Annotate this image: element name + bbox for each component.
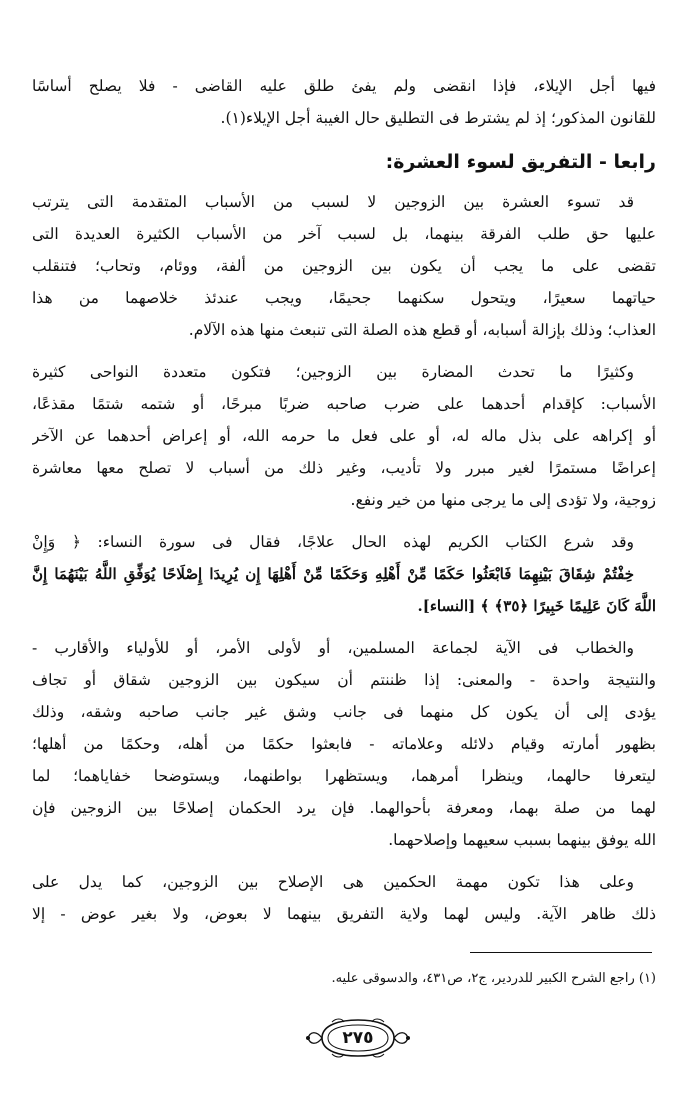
section-heading: رابعا - التفريق لسوء العشرة:: [385, 151, 656, 173]
text-line: تقضى على ما يجب أن يكون بين الزوجين من ألفة، ووئام، وتحاب؛ فتنقلب: [32, 257, 656, 275]
paragraph-continuation: [32, 70, 656, 134]
text-line: بظهور أمارته وقيام دلائله وعلاماته - فابعثوا حكمًا من أهله، وحكمًا من أهلها؛: [32, 735, 656, 753]
paragraph-with-quran-verse: [32, 526, 656, 622]
text-line: وكثيرًا ما تحدث المضارة بين الزوجين؛ فتكون متعددة النواحى كثيرة: [32, 363, 634, 381]
quran-verse-line: اللَّهَ كَانَ عَلِيمًا خَبِيرًا ﴿٣٥﴾ ﴾ [النساء].: [417, 597, 656, 615]
text-line: لهما من صلة بهما، ومعرفة بأحوالهما. فإن يرد الحكمان إصلاحًا بين الزوجين فإن: [32, 799, 656, 817]
text-line: الله يوفق بينهما بسبب سعيهما وإصلاحهما.: [388, 831, 656, 849]
paragraph: [32, 186, 656, 346]
page-number-ornament: [302, 1016, 414, 1060]
footnote: (١) راجع الشرح الكبير للدردير، ج٢، ص٤٣١، والدسوقى عليه.: [331, 971, 656, 986]
text-line: وقد شرع الكتاب الكريم لهذه الحال علاجًا، فقال فى سورة النساء: ﴿ وَإِنْ: [32, 533, 634, 551]
text-line: أو إكراهه على بذل ماله له، أو على فعل ما حرمه الله، أو إعراض أحدهما عن الآخر: [32, 427, 656, 445]
footnote-divider: [470, 952, 652, 953]
text-line: ليتعرفا حالهما، وينظرا أمرهما، ويستظهرا بواطنهما، ويستوضحا خفاياهما؛ لما: [32, 767, 656, 785]
text-line: يؤدى إلى أن يكون كل منهما فى جانب وشق غير جانب صاحبه وشقه، وذلك: [32, 703, 656, 721]
page-number: ٢٧٥: [342, 1028, 374, 1048]
text-line: وعلى هذا تكون مهمة الحكمين هى الإصلاح بين الزوجين، كما يدل على: [32, 873, 634, 891]
quran-verse-line: خِفْتُمْ شِقَاقَ بَيْنِهِمَا فَابْعَثُوا حَكَمًا مِّنْ أَهْلِهِ وَحَكَمًا مِّنْ أَهْلِهَا إِن يُرِيدَا إِصْلَاحًا يُوَفِّقِ اللَّهُ بَيْنَهُمَا إِنَّ: [32, 565, 634, 583]
text-line: للقانون المذكور؛ إذ لم يشترط فى التطليق حال الغيبة أجل الإيلاء(١).: [220, 109, 656, 127]
text-line: والنتيجة واحدة - والمعنى: إذا ظننتم أن سيكون بين الزوجين شقاق أو تجاف: [32, 671, 656, 689]
text-line: فيها أجل الإيلاء، فإذا انقضى ولم يفئ طلق عليه القاضى - فلا يصلح أساسًا: [32, 77, 656, 95]
paragraph: [32, 866, 656, 930]
text-line: عليها حق طلب الفرقة بينهما، بل لسبب آخر من الأسباب الكثيرة العديدة التى: [32, 225, 656, 243]
text-line: العذاب؛ وذلك بإزالة أسبابه، أو قطع هذه الصلة التى تنبعث منها هذه الآلام.: [188, 321, 656, 339]
text-line: والخطاب فى الآية لجماعة المسلمين، أو لأولى الأمر، أو للأولياء والأقارب -: [32, 639, 634, 657]
text-line: حياتهما سعيرًا، ويتحول سكنهما جحيمًا، ويجب عندئذ خلاصهما من هذا: [32, 289, 656, 307]
text-line: قد تسوء العشرة بين الزوجين لا لسبب من الأسباب المتقدمة التى يترتب: [32, 193, 634, 211]
body-text: [32, 70, 656, 940]
text-line: زوجية، ولا تؤدى إلى ما يرجى منها من خير ونفع.: [350, 491, 656, 509]
text-line: ذلك ظاهر الآية. وليس لهما ولاية التفريق بينهما لا بعوض، ولا بغير عوض - إلا: [32, 905, 656, 923]
paragraph: [32, 356, 656, 516]
text-line: إعراضًا مستمرًا لغير مبرر ولا تأديب، وغير ذلك من أسباب لا تصلح معها معاشرة: [32, 459, 656, 477]
paragraph: [32, 632, 656, 856]
text-line: الأسباب: كإقدام أحدهما على ضرب صاحبه ضربًا مبرحًا، أو شتمه شتمًا مقذعًا،: [32, 395, 656, 413]
